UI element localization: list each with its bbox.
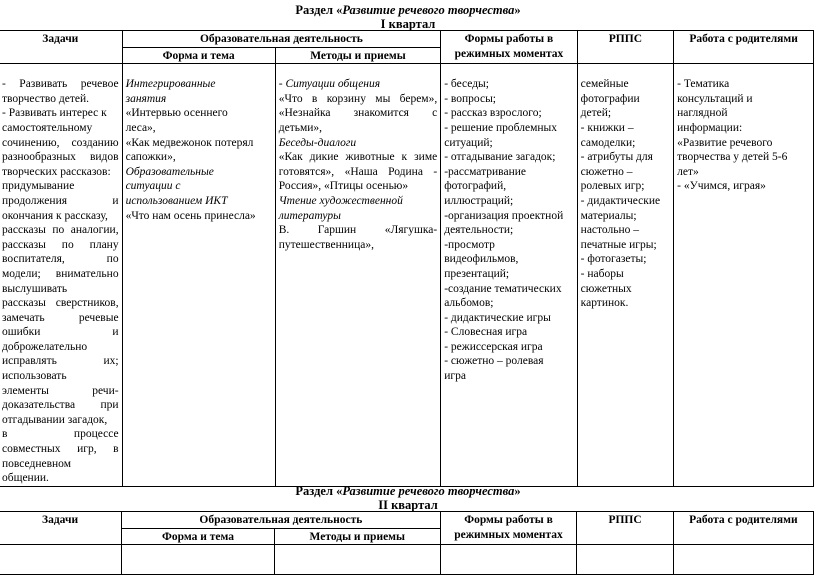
task-line: в процессе [2, 428, 119, 441]
method-line: Чтение художественной [278, 194, 403, 207]
method-line: «Незнайка знакомится с [278, 107, 438, 120]
method-line: детьми», [278, 121, 323, 134]
regime-line: - Словесная игра [444, 326, 528, 339]
task-line: исправлять их; [2, 355, 119, 368]
regime-line: фотографий, [444, 180, 507, 193]
q2-header-form-theme: Форма и тема [122, 528, 275, 545]
header-form-theme: Форма и тема [122, 47, 275, 64]
regime-list [444, 77, 573, 383]
task-line: окончания к рассказу, [2, 209, 108, 222]
rpps-line: - дидактические [580, 194, 661, 207]
cell-rpps [577, 64, 673, 487]
q2-header-parents: Работа с родителями [673, 512, 813, 545]
q2-header-educational-activity: Образовательная деятельность [122, 512, 441, 529]
task-line: замечать речевые [2, 311, 119, 324]
task-line: рассказы по аналогии, [2, 224, 119, 237]
section2-title-suffix: » [514, 484, 521, 498]
section1-title [0, 3, 816, 17]
section1-title-name: Развитие речевого творчества [342, 3, 515, 17]
rpps-line: - атрибуты для [580, 151, 653, 164]
regime-line: - решение проблемных [444, 121, 557, 134]
header-rpps: РППС [577, 31, 673, 64]
parents-line: - Тематика [677, 78, 730, 91]
task-line: воспитателя, по [2, 253, 119, 266]
method-line: - Ситуации общения [278, 78, 381, 91]
cell-form-theme [122, 64, 275, 487]
rpps-line: - фотогазеты; [580, 253, 647, 266]
task-line: разнообразных видов [2, 151, 119, 164]
q2-header-regime [440, 512, 577, 545]
regime-line: - вопросы; [444, 92, 496, 105]
form-line: «Интервью осеннего [125, 107, 228, 120]
section1-quarter: I квартал [380, 17, 436, 31]
q2-cell-regime [440, 545, 577, 575]
methods-list [279, 77, 437, 252]
regime-line: видеофильмов, [444, 253, 519, 266]
rpps-line: сюжетно – [580, 165, 633, 178]
method-line: путешественница», [278, 238, 374, 251]
regime-line: иллюстраций; [444, 194, 514, 207]
method-line: Россия», «Птицы осенью» [278, 180, 409, 193]
form-line: «Что нам осень принесла» [125, 209, 256, 222]
method-line: «Что в корзину мы берем», [278, 92, 438, 105]
rpps-line: ролевых игр; [580, 180, 645, 193]
task-line: совместных игр, в [2, 443, 119, 456]
regime-line: -просмотр [444, 238, 495, 251]
rpps-line: - наборы [580, 267, 624, 280]
section2-title [0, 484, 816, 498]
regime-line: -создание тематических [444, 282, 562, 295]
rpps-line: сюжетных [580, 282, 632, 295]
regime-line: - беседы; [444, 78, 489, 91]
task-line: самостоятельному [2, 121, 93, 134]
form-line: Интегрированные [125, 78, 216, 91]
task-line: рассказы по плану [2, 238, 119, 251]
tasks-list [2, 77, 119, 486]
task-line: элементы речи- [2, 384, 119, 397]
plan-table-q2 [0, 511, 814, 575]
method-line: литературы [278, 209, 341, 222]
regime-line: - сюжетно – ролевая [444, 355, 544, 368]
rpps-line: картинок. [580, 297, 629, 310]
parents-line: - «Учимся, играя» [677, 180, 766, 193]
form-line: сапожки», [125, 151, 176, 164]
regime-line: -рассматривание [444, 165, 526, 178]
task-line: доброжелательно [2, 340, 88, 353]
rpps-line: фотографии [580, 92, 640, 105]
rpps-line: детей; [580, 107, 612, 120]
task-line: рассказы сверстников, [2, 297, 119, 310]
cell-methods [275, 64, 440, 487]
header-regime [441, 31, 577, 64]
task-line: выслушивать [2, 282, 68, 295]
parents-line: консультаций и [677, 92, 753, 105]
parents-line: лет» [677, 165, 699, 178]
plan-table-q1 [0, 30, 814, 487]
form-line: леса», [125, 121, 156, 134]
rpps-list [581, 77, 670, 311]
method-line: Беседы-диалоги [278, 136, 357, 149]
cell-regime [441, 64, 577, 487]
section1-title-prefix: Раздел « [295, 3, 343, 17]
rpps-line: самоделки; [580, 136, 636, 149]
q2-cell-form-theme [122, 545, 275, 575]
regime-line: деятельности; [444, 224, 514, 237]
header-regime-line1: Формы работы в [464, 33, 554, 45]
task-line: сочинению, созданию [2, 136, 119, 149]
header-educational-activity: Образовательная деятельность [122, 31, 441, 48]
rpps-line: настольно – [580, 224, 640, 237]
method-line: «Как дикие животные к зиме [278, 151, 438, 164]
form-list [126, 77, 272, 223]
regime-line: - отгадывание загадок; [444, 151, 556, 164]
section2-quarter: II квартал [378, 498, 438, 512]
regime-line: игра [444, 370, 466, 383]
form-line: «Как медвежонок потерял [125, 136, 254, 149]
task-line: творчество детей. [2, 92, 89, 105]
header-methods: Методы и приемы [275, 47, 440, 64]
q2-header-regime-line1: Формы работы в [464, 514, 553, 526]
regime-line: ситуаций; [444, 136, 493, 149]
rpps-line: семейные [580, 78, 629, 91]
task-line: - Развивать речевое [2, 78, 119, 91]
header-tasks: Задачи [0, 31, 122, 64]
task-line: творческих рассказов: [2, 165, 111, 178]
q2-cell-methods [274, 545, 440, 575]
task-line: ошибки и [2, 326, 119, 339]
regime-line: - режиссерская игра [444, 340, 543, 353]
header-parents: Работа с родителями [674, 31, 814, 64]
regime-line: презентаций; [444, 267, 510, 280]
parents-line: «Развитие речевого [677, 136, 773, 149]
q2-header-regime-line2: режимных моментах [454, 528, 563, 541]
section1-title-suffix: » [514, 3, 521, 17]
regime-line: - дидактические игры [444, 311, 551, 324]
task-line: продолжения и [2, 194, 119, 207]
parents-line: творчества у детей 5-6 [677, 151, 788, 164]
task-line: отгадывании загадок, [2, 413, 108, 426]
parents-line: наглядной [677, 107, 728, 120]
cell-parents [674, 64, 814, 487]
task-line: использовать [2, 370, 67, 383]
parents-line: информации: [677, 121, 743, 134]
header-regime-line2: режимных моментах [454, 47, 564, 60]
section2-title-prefix: Раздел « [295, 484, 343, 498]
task-line: - Развивать интерес к [2, 107, 107, 120]
method-line: готовятся», «Наша Родина - [278, 165, 438, 178]
form-line: использованием ИКТ [125, 194, 228, 207]
rpps-line: - книжки – [580, 121, 634, 134]
q2-header-tasks: Задачи [0, 512, 122, 545]
q2-cell-parents [673, 545, 813, 575]
form-line: Образовательные [125, 165, 214, 178]
rpps-line: печатные игры; [580, 238, 657, 251]
task-line: повседневном [2, 457, 71, 470]
q2-cell-tasks [0, 545, 122, 575]
q2-cell-rpps [577, 545, 673, 575]
parents-list [677, 77, 810, 194]
rpps-line: материалы; [580, 209, 637, 222]
regime-line: альбомов; [444, 297, 494, 310]
form-line: ситуации с [125, 180, 181, 193]
q2-header-methods: Методы и приемы [274, 528, 440, 545]
q2-header-rpps: РППС [577, 512, 673, 545]
form-line: занятия [125, 92, 167, 105]
regime-line: -организация проектной [444, 209, 564, 222]
section2-title-name: Развитие речевого творчества [342, 484, 515, 498]
task-line: общении. [2, 472, 49, 485]
task-line: доказательства при [2, 399, 119, 412]
cell-tasks [0, 64, 122, 487]
task-line: придумывание [2, 180, 75, 193]
task-line: модели; внимательно [2, 267, 119, 280]
regime-line: - рассказ взрослого; [444, 107, 542, 120]
method-line: В. Гаршин «Лягушка- [278, 224, 438, 237]
